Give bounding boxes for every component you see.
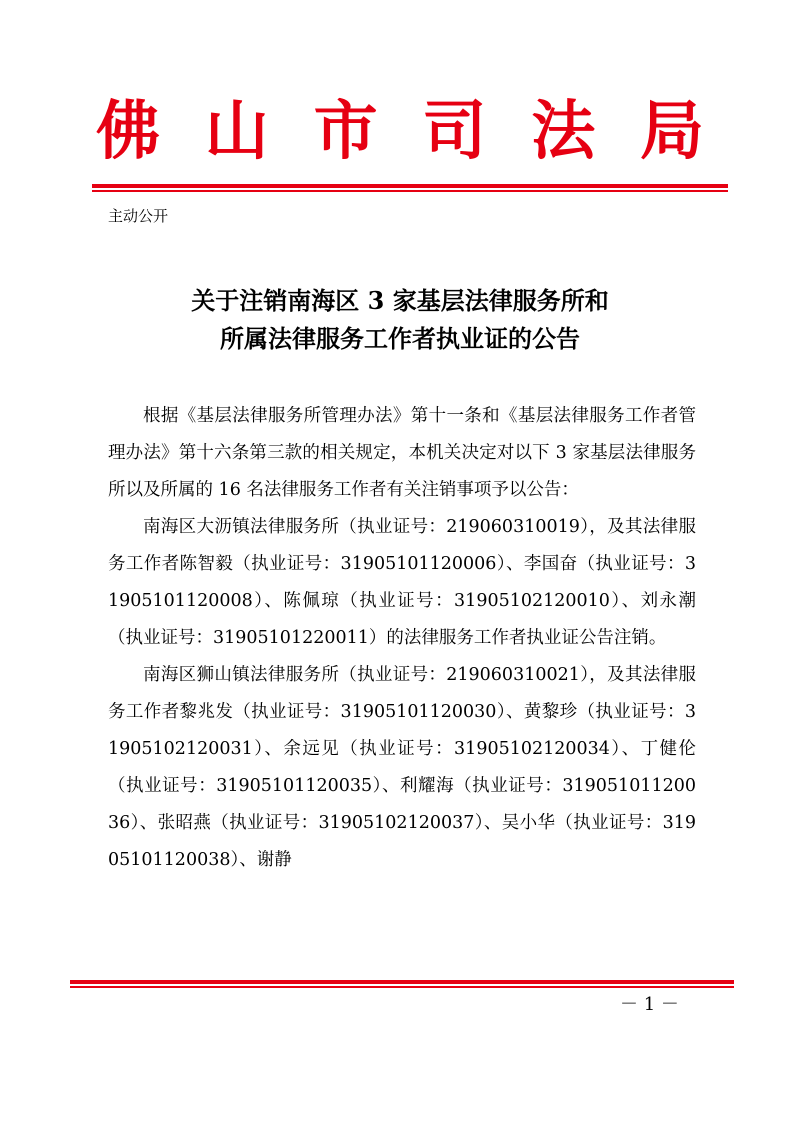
- header-char: 局: [639, 94, 704, 169]
- header-char: 市: [313, 94, 378, 169]
- header-char: 司: [422, 94, 487, 169]
- footer-red-rule-thick: [70, 980, 734, 984]
- document-title-line-1: 关于注销南海区 3 家基层法律服务所和: [191, 286, 609, 315]
- disclosure-label: 主动公开: [108, 207, 169, 225]
- body-paragraph-dali: 南海区大沥镇法律服务所（执业证号：219060310019），及其法律服务工作者陈智毅（执业证号：31905101120006）、李国奋（执业证号：31905101120008）、陈佩琼（执业证号：31905102120010）、刘永潮（执业证号：31905101220011）的法律服务工作者执业证公告注销。: [108, 517, 696, 648]
- header-red-rule-thin: [92, 190, 728, 192]
- footer-red-rule-thin: [70, 986, 734, 988]
- header-char: 佛: [96, 94, 160, 169]
- document-body: [108, 398, 696, 879]
- body-paragraph-intro: 根据《基层法律服务所管理办法》第十一条和《基层法律服务工作者管理办法》第十六条第三款的相关规定，本机关决定对以下 3 家基层法律服务所以及所属的 16 名法律服务工作者有关注销事项予以公告：: [108, 406, 696, 500]
- document-title: [100, 282, 700, 358]
- header-red-rule-thick: [92, 184, 728, 188]
- body-paragraph-shishan: 南海区狮山镇法律服务所（执业证号：219060310021），及其法律服务工作者黎兆发（执业证号：31905101120030）、黄黎珍（执业证号：31905102120031）、余远见（执业证号：31905102120034）、丁健伦（执业证号：31905101120035）、利耀海（执业证号：31905101120036）、张昭燕（执业证号：31905102120037）、吴小华（执业证号：31905101120038）、谢静: [108, 665, 696, 870]
- page-number: － 1 －: [620, 994, 679, 1015]
- header-char: 法: [531, 94, 596, 169]
- issuing-authority-header: [96, 92, 704, 172]
- document-title-line-2: 所属法律服务工作者执业证的公告: [220, 324, 580, 353]
- header-char: 山: [204, 94, 269, 169]
